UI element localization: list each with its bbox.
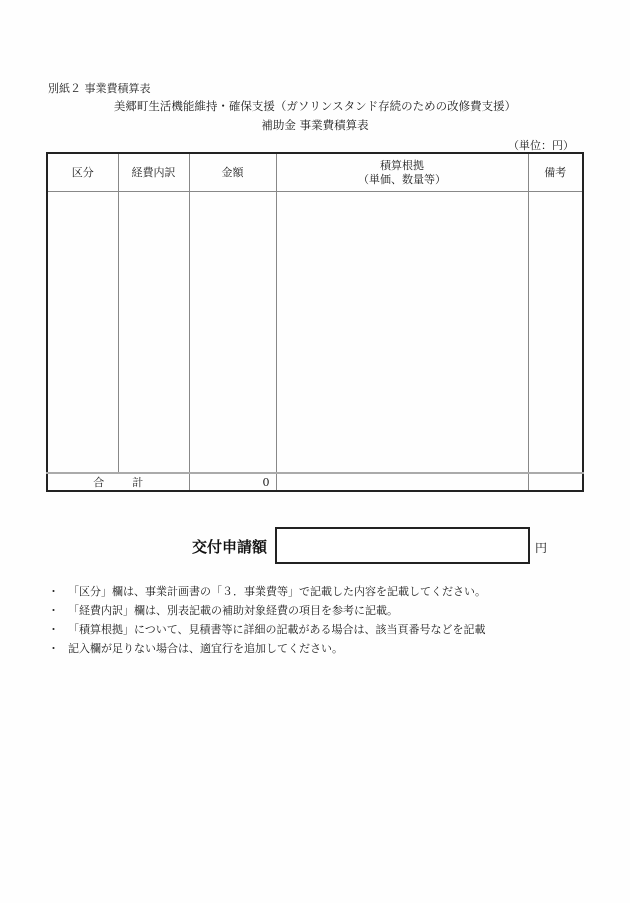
application-amount-unit: 円 [535, 541, 548, 555]
basis-cell[interactable] [276, 192, 528, 474]
category-cell[interactable] [47, 192, 118, 474]
notes-list [48, 582, 486, 658]
application-amount-field[interactable] [275, 527, 530, 564]
total-amount: 0 [189, 473, 276, 491]
basis-header-line1: 積算根拠 [380, 158, 424, 172]
total-row [47, 473, 583, 491]
total-remarks-cell [528, 473, 583, 491]
breakdown-cell[interactable] [118, 192, 189, 474]
note-item: ・ 「経費内訳」欄は、別表記載の補助対象経費の項目を参考に記載。 [48, 604, 398, 617]
total-basis-cell [276, 473, 528, 491]
note-item: ・ 「積算根拠」について、見積書等に詳細の記載がある場合は、該当頁番号などを記載 [48, 623, 486, 636]
application-amount-label: 交付申請額 [192, 538, 268, 556]
column-header-basis [276, 153, 528, 192]
total-label: 合 計 [47, 473, 189, 491]
attachment-label: 別紙２ 事業費積算表 [48, 82, 151, 95]
table-row [47, 192, 583, 474]
document-subtitle: 補助金 事業費積算表 [261, 118, 369, 132]
basis-header-line2: （単価、数量等） [358, 172, 446, 186]
note-item: ・ 「区分」欄は、事業計画書の「３．事業費等」で記載した内容を記載してください。 [48, 585, 486, 598]
remarks-cell[interactable] [528, 192, 583, 474]
table-header-row [47, 153, 583, 192]
document-title: 美郷町生活機能維持・確保支援（ガソリンスタンド存続のための改修費支援） [113, 99, 517, 113]
note-item: ・ 記入欄が足りない場合は、適宜行を追加してください。 [48, 642, 343, 655]
column-header-breakdown: 経費内訳 [118, 153, 189, 192]
column-header-remarks: 備考 [528, 153, 583, 192]
amount-cell[interactable] [189, 192, 276, 474]
unit-note: （単位：円） [508, 139, 574, 152]
column-header-amount: 金額 [189, 153, 276, 192]
column-header-category: 区分 [47, 153, 118, 192]
cost-estimate-table [46, 152, 584, 492]
